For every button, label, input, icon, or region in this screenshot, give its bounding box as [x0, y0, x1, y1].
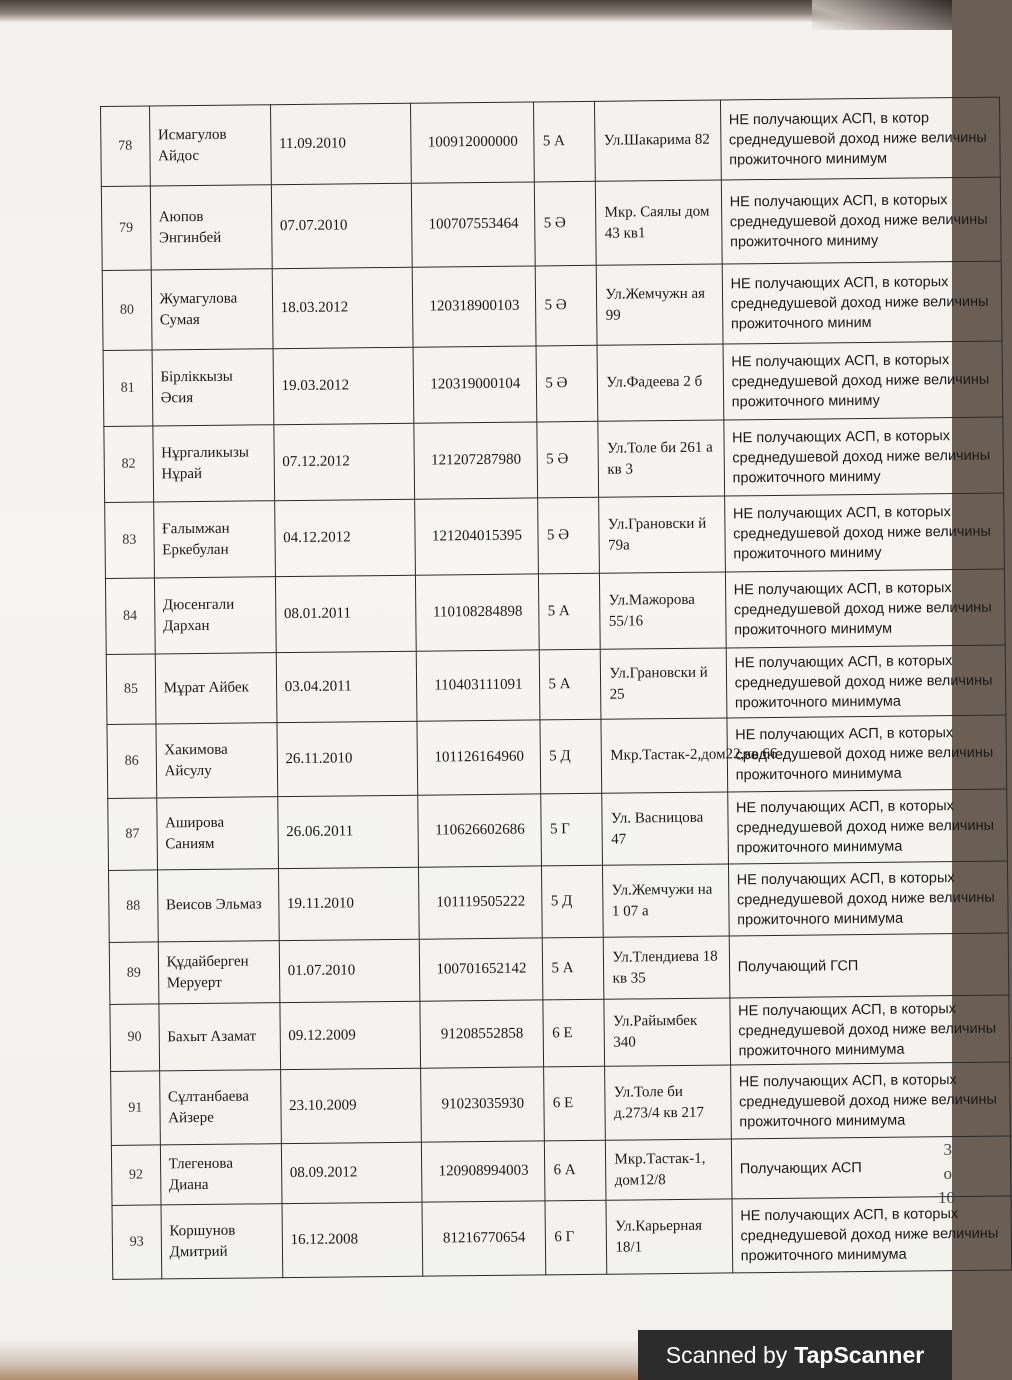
- page-side-mark: 3 о 10: [938, 1140, 955, 1207]
- student-name: Аюпов Энгинбей: [150, 185, 272, 270]
- row-number: 91: [111, 1071, 160, 1146]
- row-number: 81: [103, 350, 152, 427]
- social-status: НЕ получающих АСП, в которых среднедушевой доход ниже величины прожиточного миним: [722, 261, 1002, 344]
- home-address: Ул. Васницова 47: [602, 792, 728, 865]
- table-row: [111, 1062, 1011, 1145]
- student-name: Дюсенгали Дархан: [154, 577, 276, 654]
- home-address: Ул.Фадеева 2 б: [597, 344, 723, 421]
- table-row: [107, 715, 1007, 798]
- birth-date: 07.12.2012: [273, 423, 414, 500]
- student-name: Веисов Эльмаз: [157, 869, 279, 942]
- birth-date: 08.09.2012: [281, 1142, 422, 1203]
- social-status: Получающих АСП: [731, 1136, 1011, 1199]
- birth-date: 19.11.2010: [278, 867, 419, 940]
- iin-number: 110108284898: [416, 574, 540, 651]
- row-number: 84: [105, 578, 154, 655]
- class-grade: 5 Ә: [537, 421, 599, 498]
- birth-date: 19.03.2012: [273, 347, 414, 424]
- row-number: 88: [109, 870, 158, 943]
- iin-number: 121207287980: [414, 422, 538, 499]
- row-number: 85: [106, 654, 155, 725]
- class-grade: 5 А: [539, 573, 601, 650]
- row-number: 90: [110, 1004, 159, 1072]
- iin-number: 91023035930: [421, 1067, 545, 1142]
- class-grade: 5 Г: [541, 793, 603, 866]
- row-number: 80: [102, 270, 151, 351]
- social-status: НЕ получающих АСП, в которых среднедушевой доход ниже величины прожиточного минимума: [726, 645, 1006, 718]
- home-address: Мкр.Тастак-2,дом22,кв.66: [601, 718, 727, 793]
- row-number: 87: [108, 798, 157, 871]
- scanner-brand: TapScanner: [794, 1341, 925, 1368]
- home-address: Ул.Жемчужн ая 99: [597, 264, 723, 345]
- class-grade: 5 Ә: [538, 497, 600, 574]
- row-number: 78: [101, 106, 150, 187]
- social-status: НЕ получающих АСП, в которых среднедушевой доход ниже величины прожиточного минимума: [729, 995, 1009, 1065]
- birth-date: 16.12.2008: [282, 1202, 423, 1277]
- home-address: Ул.Райымбек 340: [604, 998, 730, 1066]
- table-row: [105, 569, 1005, 654]
- social-status: Получающий ГСП: [729, 933, 1009, 998]
- scanner-watermark: [638, 1330, 952, 1380]
- student-name: Бірліккызы Әсия: [152, 349, 274, 426]
- social-status: НЕ получающих АСП, в которых среднедушевой доход ниже величины прожиточного миниму: [723, 417, 1003, 496]
- student-name: Хакимова Айсулу: [156, 723, 278, 798]
- iin-number: 110626602686: [418, 794, 542, 867]
- table-row: [104, 417, 1004, 502]
- home-address: Ул.Грановски й 25: [601, 648, 727, 719]
- class-grade: 5 Д: [540, 719, 602, 794]
- social-status: НЕ получающих АСП, в которых среднедушевой доход ниже величины прожиточного минимума: [732, 1196, 1012, 1273]
- social-status: НЕ получающих АСП, в которых среднедушевой доход ниже величины прожиточного минимум: [725, 569, 1005, 648]
- table-row: [109, 933, 1009, 1004]
- birth-date: 11.09.2010: [270, 103, 412, 184]
- birth-date: 07.07.2010: [271, 183, 413, 268]
- iin-number: 81216770654: [422, 1201, 546, 1276]
- table-row: [110, 995, 1010, 1071]
- table-row: [108, 789, 1008, 870]
- iin-number: 110403111091: [417, 650, 541, 721]
- student-name: Сұлтанбаева Айзере: [159, 1070, 281, 1145]
- birth-date: 04.12.2012: [274, 499, 415, 576]
- social-status: НЕ получающих АСП, в которых среднедушевой доход ниже величины прожиточного минимума: [727, 789, 1007, 864]
- home-address: Ул.Толе би д.273/4 кв 217: [605, 1065, 731, 1140]
- row-number: 92: [111, 1145, 160, 1206]
- student-name: Ғалымжан Еркебулан: [153, 501, 275, 578]
- class-grade: 6 Е: [543, 999, 605, 1067]
- row-number: 83: [105, 502, 154, 579]
- home-address: Ул.Грановски й 79а: [599, 496, 725, 573]
- table-row: [109, 861, 1009, 942]
- class-grade: 5 Ә: [535, 181, 597, 266]
- class-grade: 6 А: [545, 1140, 607, 1201]
- class-grade: 5 А: [534, 101, 596, 182]
- class-grade: 6 Е: [544, 1066, 606, 1141]
- table-row: [105, 493, 1005, 578]
- student-name: Бахыт Азамат: [159, 1003, 281, 1071]
- social-status: НЕ получающих АСП, в которых среднедушевой доход ниже величины прожиточного минимума: [727, 715, 1007, 792]
- iin-number: 120318900103: [413, 266, 537, 347]
- iin-number: 121204015395: [415, 498, 539, 575]
- iin-number: 120319000104: [413, 346, 537, 423]
- row-number: 86: [107, 724, 156, 799]
- row-number: 82: [104, 426, 153, 503]
- student-name: Коршунов Дмитрий: [161, 1204, 283, 1279]
- table-row: [106, 645, 1006, 724]
- student-name: Құдайберген Меруерт: [158, 941, 280, 1004]
- class-grade: 5 Ә: [536, 265, 598, 346]
- scanner-prefix: Scanned by: [665, 1341, 788, 1368]
- home-address: Ул.Тлендиева 18 кв 35: [604, 936, 730, 999]
- home-address: Ул.Мажорова 55/16: [600, 572, 726, 649]
- social-status: НЕ получающих АСП, в которых среднедушевой доход ниже величины прожиточного минимума: [730, 1062, 1010, 1139]
- iin-number: 100707553464: [412, 182, 536, 267]
- iin-number: 100912000000: [411, 102, 535, 183]
- birth-date: 03.04.2011: [276, 651, 417, 722]
- student-name: Мұрат Айбек: [155, 653, 277, 724]
- table-row: [102, 261, 1002, 350]
- roster-table: [100, 97, 1012, 1280]
- iin-number: 100701652142: [420, 938, 544, 1001]
- row-number: 79: [101, 186, 150, 271]
- table-row: [101, 177, 1001, 270]
- home-address: Ул.Жемчужи на 1 07 а: [603, 864, 729, 937]
- table-row: [101, 97, 1001, 186]
- student-name: Исмагулов Айдос: [149, 105, 271, 186]
- social-status: НЕ получающих АСП, в котор среднедушевой доход ниже величины прожиточного минимум: [720, 97, 1000, 180]
- birth-date: 08.01.2011: [275, 575, 416, 652]
- home-address: Ул.Толе би 261 а кв 3: [598, 420, 724, 497]
- roster-table-wrap: [100, 97, 999, 1296]
- table-row: [111, 1136, 1011, 1205]
- student-name: Аширова Саниям: [156, 797, 278, 870]
- class-grade: 5 Ә: [536, 345, 598, 422]
- student-name: Тлегенова Диана: [160, 1144, 282, 1205]
- class-grade: 5 А: [543, 937, 605, 1000]
- roster-body: [101, 97, 1012, 1279]
- class-grade: 6 Г: [545, 1200, 607, 1275]
- birth-date: 09.12.2009: [280, 1001, 421, 1069]
- iin-number: 101119505222: [419, 866, 543, 939]
- row-number: 89: [109, 942, 158, 1005]
- table-row: [103, 341, 1003, 426]
- table-row: [112, 1196, 1012, 1279]
- social-status: НЕ получающих АСП, в которых среднедушевой доход ниже величины прожиточного миниму: [723, 341, 1003, 420]
- iin-number: 91208552858: [420, 1000, 544, 1068]
- home-address: Мкр. Саялы дом 43 кв1: [596, 180, 722, 265]
- home-address: Мкр.Тастак-1, дом12/8: [606, 1139, 732, 1200]
- social-status: НЕ получающих АСП, в которых среднедушевой доход ниже величины прожиточного минимума: [728, 861, 1008, 936]
- iin-number: 120908994003: [422, 1141, 546, 1202]
- home-address: Ул.Карьерная 18/1: [606, 1199, 732, 1274]
- class-grade: 5 А: [540, 649, 602, 720]
- home-address: Ул.Шакарима 82: [595, 100, 721, 181]
- student-name: Жумагулова Сумая: [151, 269, 273, 350]
- page-top-edge: [0, 0, 952, 22]
- social-status: НЕ получающих АСП, в которых среднедушевой доход ниже величины прожиточного миниму: [721, 177, 1001, 264]
- row-number: 93: [112, 1205, 161, 1280]
- birth-date: 18.03.2012: [272, 267, 414, 348]
- birth-date: 01.07.2010: [279, 939, 420, 1002]
- student-name: Нұргаликызы Нұрай: [152, 425, 274, 502]
- social-status: НЕ получающих АСП, в которых среднедушевой доход ниже величины прожиточного миниму: [724, 493, 1004, 572]
- birth-date: 26.11.2010: [277, 721, 418, 796]
- birth-date: 23.10.2009: [280, 1068, 421, 1143]
- birth-date: 26.06.2011: [277, 795, 418, 868]
- class-grade: 5 Д: [542, 865, 604, 938]
- iin-number: 101126164960: [417, 720, 541, 795]
